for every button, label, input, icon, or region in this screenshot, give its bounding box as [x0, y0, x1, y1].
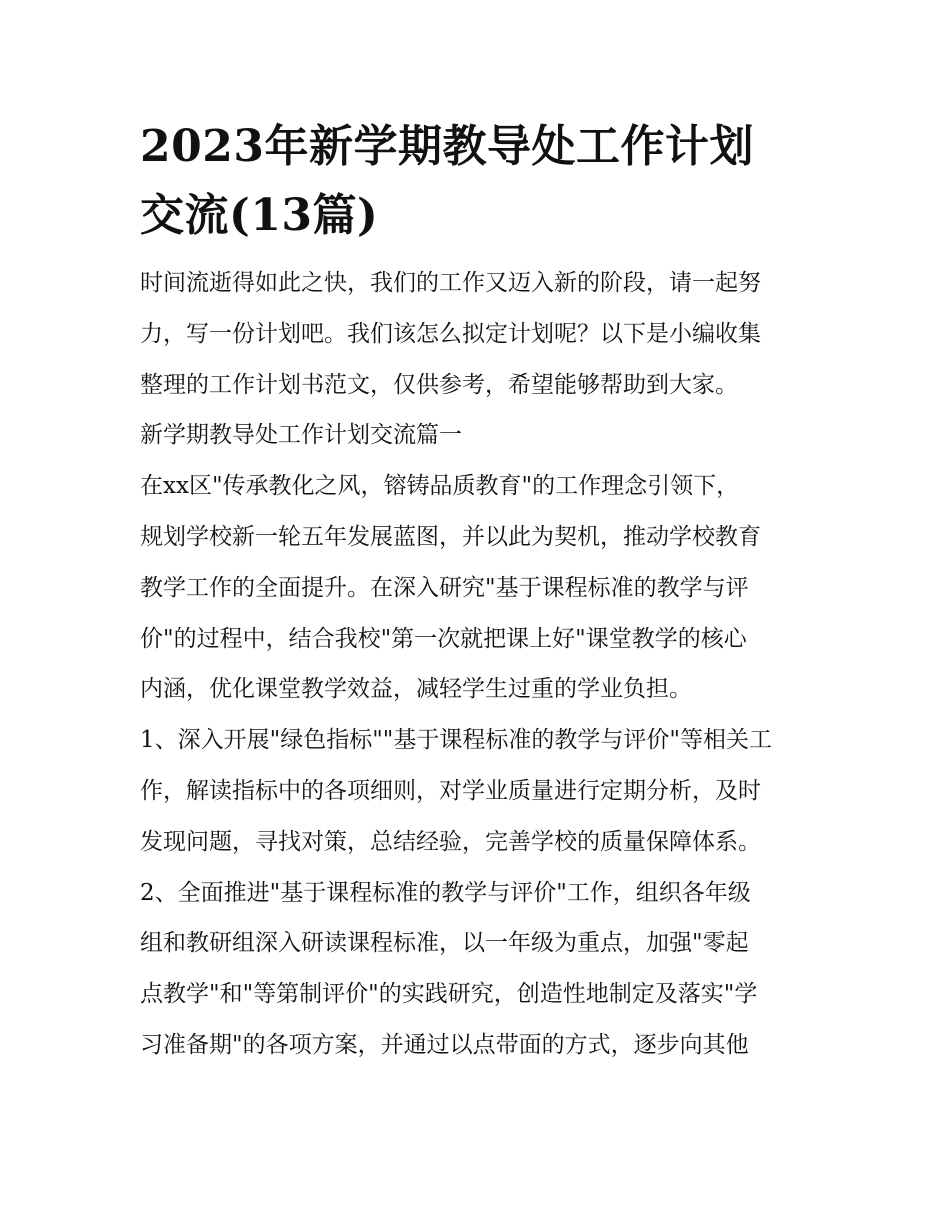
body-line-5: 在xx区"传承教化之风，镕铸品质教育"的工作理念引领下， — [140, 473, 740, 500]
body-line-3: 整理的工作计划书范文，仅供参考，希望能够帮助到大家。 — [140, 371, 738, 398]
list-item-2-line-1: 2、全面推进"基于课程标准的教学与评价"工作，组织各年级 — [140, 879, 751, 906]
list-item-1-line-3: 发现问题，寻找对策，总结经验，完善学校的质量保障体系。 — [140, 828, 761, 855]
title-line-2: 交流(13篇) — [140, 190, 379, 241]
title-line-1: 2023年新学期教导处工作计划 — [140, 121, 754, 172]
list-item-2-line-3: 点教学"和"等第制评价"的实践研究，创造性地制定及落实"学 — [140, 981, 758, 1008]
document-body — [140, 258, 820, 1071]
body-line-9: 内涵，优化课堂教学效益，减轻学生过重的学业负担。 — [140, 676, 692, 703]
body-line-6: 规划学校新一轮五年发展蓝图，并以此为契机，推动学校教育 — [140, 523, 761, 550]
list-item-1-line-1: 1、深入开展"绿色指标""基于课程标准的教学与评价"等相关工 — [140, 727, 772, 754]
section-heading: 新学期教导处工作计划交流篇一 — [140, 422, 462, 449]
body-line-7: 教学工作的全面提升。在深入研究"基于课程标准的教学与评 — [140, 574, 749, 601]
body-line-2: 力，写一份计划吧。我们该怎么拟定计划呢？以下是小编收集 — [140, 320, 761, 347]
document-content — [140, 112, 820, 1071]
list-item-2-line-4: 习准备期"的各项方案，并通过以点带面的方式，逐步向其他 — [140, 1031, 749, 1058]
list-item-2-line-2: 组和教研组深入研读课程标准，以一年级为重点，加强"零起 — [140, 930, 749, 957]
body-line-1: 时间流逝得如此之快，我们的工作又迈入新的阶段，请一起努 — [140, 270, 761, 296]
document-title — [140, 112, 820, 250]
body-line-8: 价"的过程中，结合我校"第一次就把课上好"课堂教学的核心 — [140, 625, 747, 652]
list-item-1-line-2: 作，解读指标中的各项细则，对学业质量进行定期分析，及时 — [140, 777, 761, 804]
